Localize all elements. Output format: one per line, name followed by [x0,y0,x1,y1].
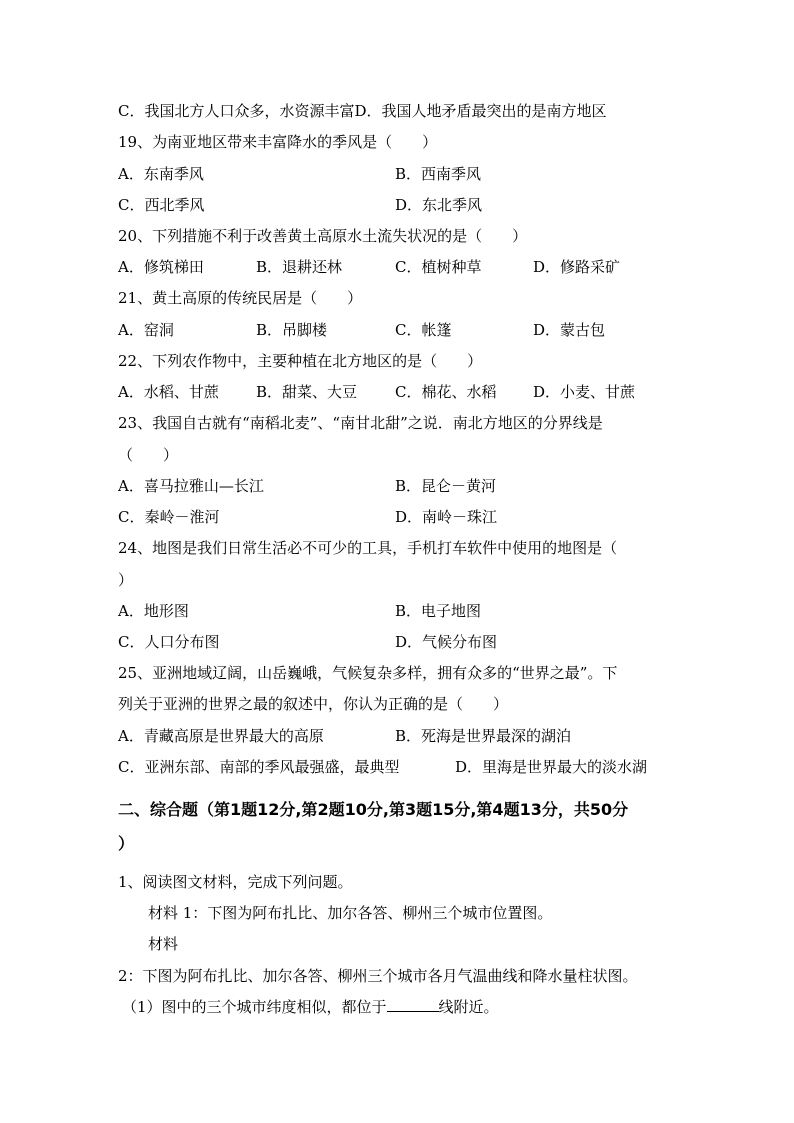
q19-stem: 19、为南亚地区带来丰富降水的季风是（ ） [118,133,438,151]
q21-option-b: B．吊脚楼 [256,321,328,339]
q18-tail: C．我国北方人口众多，水资源丰富D．我国人地矛盾最突出的是南方地区 [118,102,607,120]
answer-blank[interactable] [387,997,439,1012]
q19-option-b: B．西南季风 [395,165,482,183]
q22-option-a: A．水稻、甘蔗 [118,383,219,401]
q24-option-c: C．人口分布图 [118,633,220,651]
q24-option-a: A．地形图 [118,602,189,620]
section2-heading-line1: 二、综合题（第1题12分,第2题10分,第3题15分,第4题13分，共50分 [118,800,629,819]
q24-option-b: B．电子地图 [395,602,482,620]
q20-option-c: C．植树种草 [395,258,482,276]
q23-option-d: D．南岭－珠江 [395,508,498,526]
q23-option-b: B．昆仑－黄河 [395,477,497,495]
q25-option-c: C．亚洲东部、南部的季风最强盛，最典型 [118,758,400,776]
section2-heading-line2: ） [118,834,135,853]
q22-option-d: D．小麦、甘蔗 [533,383,636,401]
comp1-material2-label: 材料 [148,935,179,953]
q23-stem-line2: （ ） [118,446,179,464]
q25-option-a: A．青藏高原是世界最大的高原 [118,727,324,745]
q20-stem: 20、下列措施不利于改善黄土高原水土流失状况的是（ ） [118,227,528,245]
q23-option-c: C．秦岭－淮河 [118,508,220,526]
q25-stem-line1: 25、亚洲地域辽阔，山岳巍峨，气候复杂多样，拥有众多的“世界之最”。下 [118,664,618,682]
sub1-suffix: 线附近。 [438,998,499,1016]
q24-option-d: D．气候分布图 [395,633,498,651]
q24-stem-line2: ） [118,571,134,589]
q25-option-b: B．死海是世界最深的湖泊 [395,727,572,745]
comp1-material2-text: 2：下图为阿布扎比、加尔各答、柳州三个城市各月气温曲线和降水量柱状图。 [118,967,638,985]
q21-option-d: D．蒙古包 [533,321,606,339]
q24-stem-line1: 24、地图是我们日常生活必不可少的工具，手机打车软件中使用的地图是（ [118,539,618,557]
q20-option-d: D．修路采矿 [533,258,621,276]
q23-option-a: A．喜马拉雅山—长江 [118,477,264,495]
q21-stem: 21、黄土高原的传统民居是（ ） [118,289,363,307]
q25-stem-line2: 列关于亚洲的世界之最的叙述中，你认为正确的是（ ） [118,695,509,713]
q19-option-a: A．东南季风 [118,165,204,183]
q20-option-a: A．修筑梯田 [118,258,204,276]
q23-stem-line1: 23、我国自古就有“南稻北麦”、“南甘北甜”之说．南北方地区的分界线是 [118,414,603,432]
q22-option-c: C．棉花、水稻 [395,383,497,401]
q19-option-d: D．东北季风 [395,196,483,214]
q22-option-b: B．甜菜、大豆 [256,383,358,401]
comp1-intro: 1、阅读图文材料，完成下列问题。 [118,873,353,891]
q22-stem: 22、下列农作物中，主要种植在北方地区的是（ ） [118,352,483,370]
q20-option-b: B．退耕还林 [256,258,343,276]
q21-option-a: A．窑洞 [118,321,174,339]
q19-option-c: C．西北季风 [118,196,205,214]
comp1-material1: 材料 1：下图为阿布扎比、加尔各答、柳州三个城市位置图。 [148,904,553,922]
sub1-prefix: （1）图中的三个城市纬度相似，都位于 [122,998,387,1016]
comp1-subquestion-1 [122,997,499,1017]
q25-option-d: D．里海是世界最大的淡水湖 [455,758,648,776]
q21-option-c: C．帐篷 [395,321,452,339]
